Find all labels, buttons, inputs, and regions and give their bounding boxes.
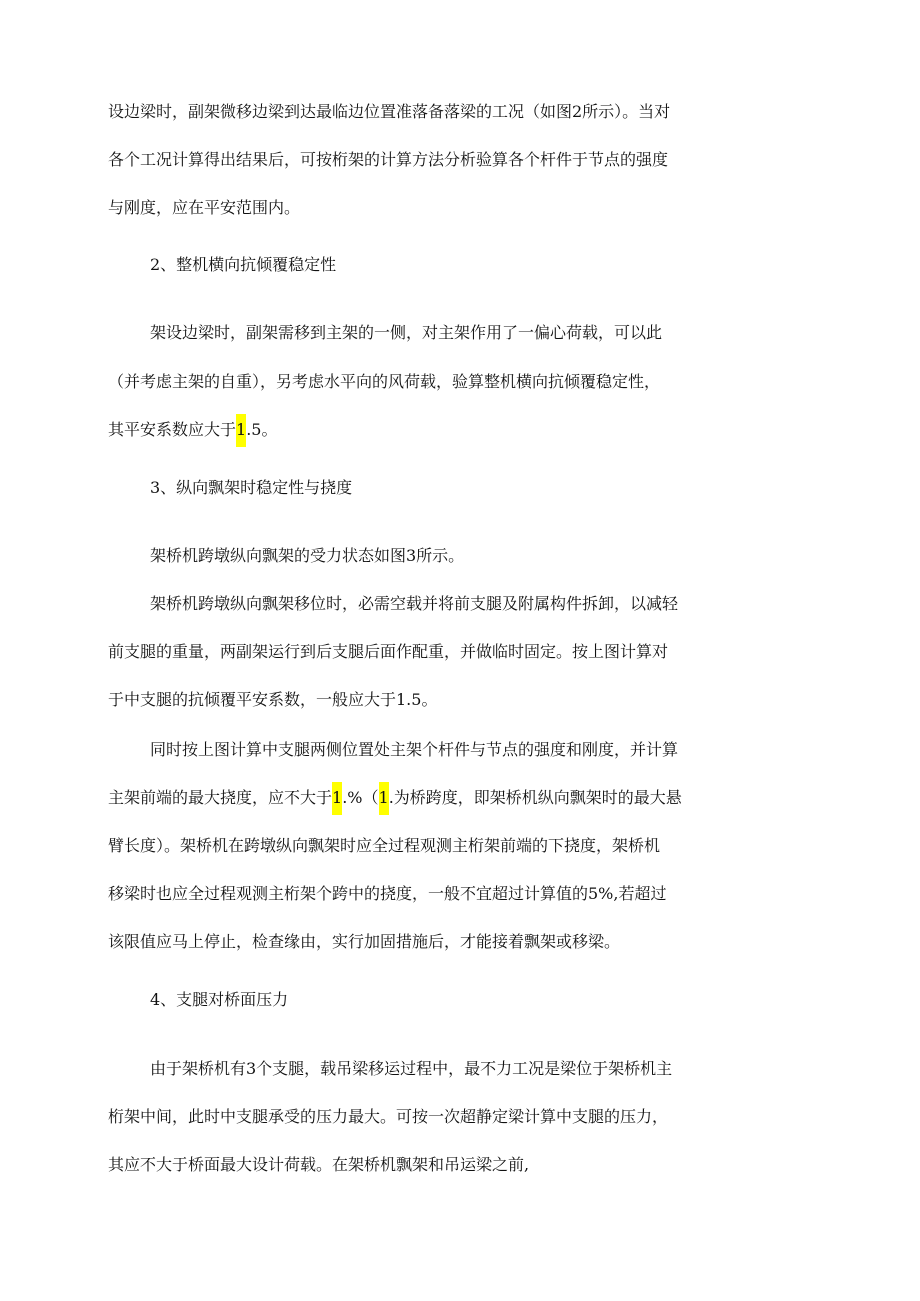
section-heading: 4、支腿对桥面压力 bbox=[150, 990, 289, 1009]
text-span: .%（ bbox=[342, 788, 379, 807]
highlighted-text: 1 bbox=[332, 782, 342, 815]
section-heading: 3、纵向飘架时稳定性与挠度 bbox=[150, 478, 353, 497]
text-line: 架桥机跨墩纵向飘架移位时，必需空载并将前支腿及附属构件拆卸，以减轻 bbox=[150, 594, 679, 613]
text-span: 主架前端的最大挠度，应不大于 bbox=[108, 788, 333, 807]
text-line: （并考虑主架的自重），另考虑水平向的风荷载，验算整机横向抗倾覆稳定性， bbox=[108, 372, 661, 391]
text-line: 该限值应马上停止，检查缘由，实行加固措施后，才能接着飘架或移梁。 bbox=[108, 932, 621, 951]
text-line: 其应不大于桥面最大设计荷载。在架桥机飘架和吊运梁之前, bbox=[108, 1155, 530, 1174]
text-span: .5。 bbox=[246, 420, 278, 439]
text-line: 架设边梁时，副架需移到主架的一侧，对主架作用了一偏心荷载，可以此 bbox=[150, 323, 663, 342]
text-line: 同时按上图计算中支腿两侧位置处主架个杆件与节点的强度和刚度，并计算 bbox=[150, 740, 679, 759]
text-line: 设边梁时，副架微移边梁到达最临边位置准落备落梁的工况（如图2所示）。当对 bbox=[108, 102, 671, 121]
text-line: 于中支腿的抗倾覆平安系数，一般应大于1.5。 bbox=[108, 690, 438, 709]
highlighted-text: 1 bbox=[379, 782, 389, 815]
text-line bbox=[108, 406, 277, 454]
text-line: 臂长度）。架桥机在跨墩纵向飘架时应全过程观测主桁架前端的下挠度，架桥机 bbox=[108, 836, 661, 855]
text-line bbox=[108, 774, 682, 822]
highlighted-text: 1 bbox=[236, 414, 246, 447]
text-line: 各个工况计算得出结果后，可按桁架的计算方法分析验算各个杆件于节点的强度 bbox=[108, 150, 669, 169]
text-line: 与刚度，应在平安范围内。 bbox=[108, 198, 301, 217]
text-line: 前支腿的重量，两副架运行到后支腿后面作配重，并做临时固定。按上图计算对 bbox=[108, 642, 669, 661]
text-line: 桁架中间，此时中支腿承受的压力最大。可按一次超静定梁计算中支腿的压力， bbox=[108, 1107, 669, 1126]
text-span: 其平安系数应大于 bbox=[108, 420, 237, 439]
text-line: 架桥机跨墩纵向飘架的受力状态如图3所示。 bbox=[150, 546, 465, 565]
text-line: 由于架桥机有3个支腿，载吊梁移运过程中，最不力工况是梁位于架桥机主 bbox=[150, 1059, 673, 1078]
text-line: 移梁时也应全过程观测主桁架个跨中的挠度，一般不宜超过计算值的5%,若超过 bbox=[108, 884, 667, 903]
section-heading: 2、整机横向抗倾覆稳定性 bbox=[150, 255, 337, 274]
text-span: .为桥跨度，即架桥机纵向飘架时的最大悬 bbox=[388, 788, 682, 807]
